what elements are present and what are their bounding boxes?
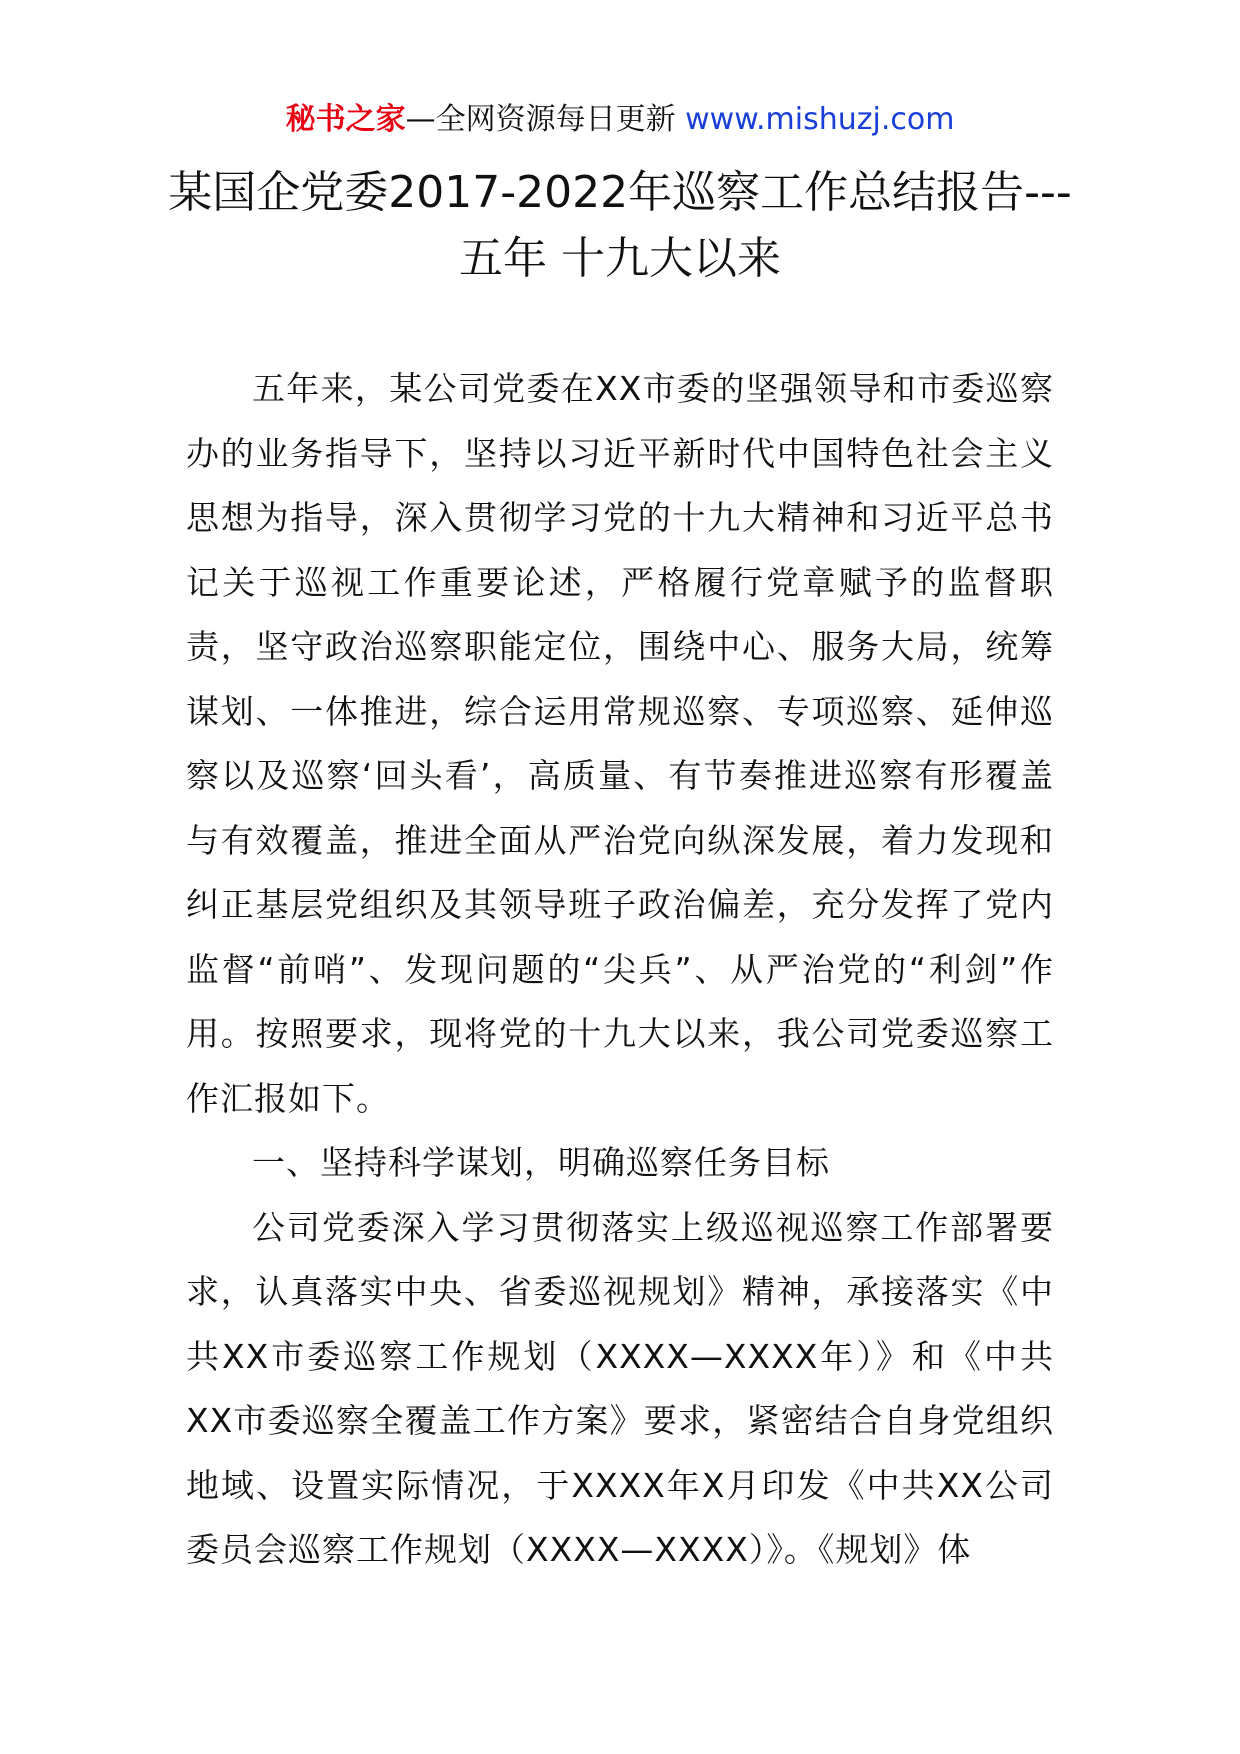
site-banner (0, 100, 1240, 140)
document-title: 某国企党委2017-2022年巡察工作总结报告---五年 十九大以来 (168, 167, 1072, 284)
intro-paragraph: 五年来，某公司党委在XX市委的坚强领导和市委巡察办的业务指导下，坚持以习近平新时代中国特色社会主义思想为指导，深入贯彻学习党的十九大精神和习近平总书记关于巡视工作重要论述，严格履行党章赋予的监督职责，坚守政治巡察职能定位，围绕中心、服务大局，统筹谋划、一体推进，综合运用常规巡察、专项巡察、延伸巡察以及巡察‘回头看’，高质量、有节奏推进巡察有形覆盖与有效覆盖，推进全面从严治党向纵深发展，着力发现和纠正基层党组织及其领导班子政治偏差，充分发挥了党内监督“前哨”、发现问题的“尖兵”、从严治党的“利剑”作用。按照要求，现将党的十九大以来，我公司党委巡察工作汇报如下。 (186, 369, 1054, 1118)
site-url-link[interactable]: www.mishuzj.com (685, 102, 955, 137)
site-brand-name: 秘书之家 (285, 102, 406, 137)
site-tagline: —全网资源每日更新 (405, 102, 676, 137)
section-heading: 一、坚持科学谋划，明确巡察任务目标 (252, 1143, 830, 1182)
document-body (186, 357, 1054, 1583)
body-paragraph: 公司党委深入学习贯彻落实上级巡视巡察工作部署要求，认真落实中央、省委巡视规划》精神，承接落实《中共XX市委巡察工作规划（XXXX—XXXX年）》和《中共XX市委巡察全覆盖工作方案》要求，紧密结合自身党组织地域、设置实际情况，于XXXX年X月印发《中共XX公司委员会巡察工作规划（XXXX—XXXX）》。《规划》体 (186, 1207, 1054, 1569)
